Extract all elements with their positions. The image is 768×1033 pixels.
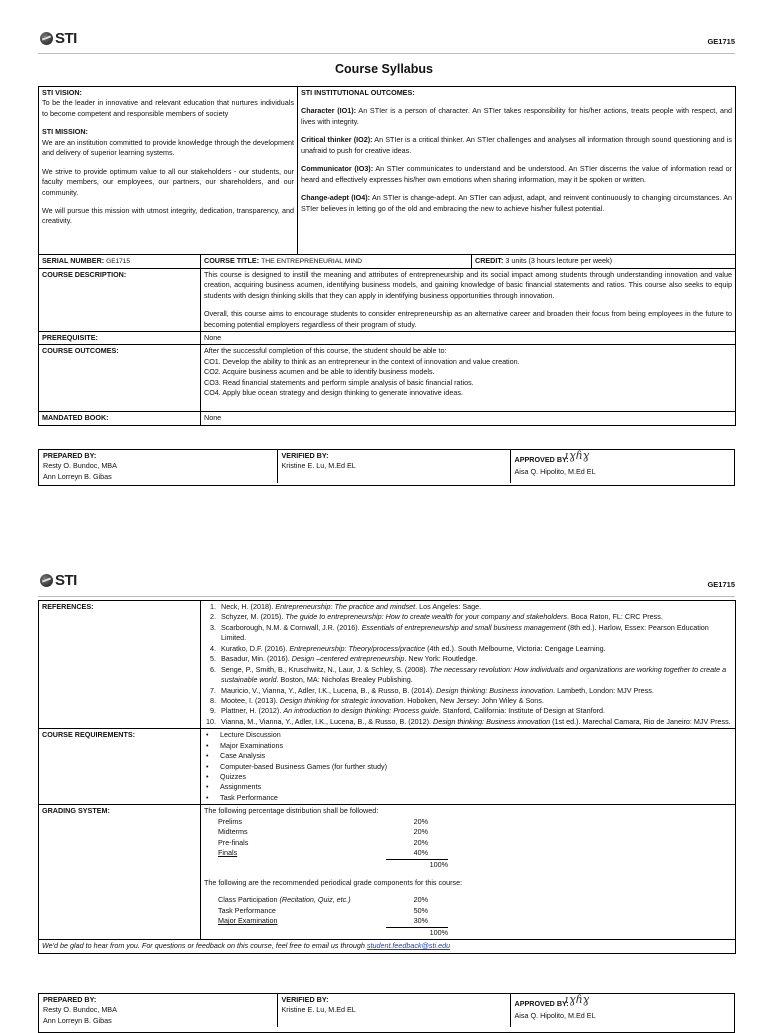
course-code: GE1715 xyxy=(707,37,735,46)
distribution-total: 100% xyxy=(386,859,448,870)
outcome-io1: Character (IO1): An STIer is a person of character. An STIer takes responsibility for his/her actions, treats people with respect, and lives with integrity. xyxy=(301,106,733,126)
syllabus-table xyxy=(38,86,736,426)
grading-label: GRADING SYSTEM: xyxy=(39,805,201,940)
outcome-io4: Change-adept (IO4): An STIer is change-adept. An STIer can adjust, adapt, and reinvent continuously to changing circumstances. An STIer believes in letting go of the old and embracing the new to achieve his/her fullest potential. xyxy=(301,193,733,213)
requirements-list xyxy=(204,730,732,803)
prerequisite-value: None xyxy=(201,332,736,345)
reference-item: 5. Basadur, Min. (2016). Design –centered entrepreneurship. New York: Routledge. xyxy=(218,654,732,664)
course-outcome-item: CO2. Acquire business acumen and be able to identify business models. xyxy=(204,367,435,377)
header-divider xyxy=(38,53,735,54)
course-outcome-item: CO3. Read financial statements and perform simple analysis of basic financial ratios. xyxy=(204,377,474,387)
components-total: 100% xyxy=(386,927,448,938)
syllabus-table-continued xyxy=(38,600,736,954)
reference-item: 7. Mauricio, V., Vianna, Y., Adler, I.K., Lucena, B., & Russo, B. (2014). Design thinking: Business innovation. Lambeth, London: MJV Press. xyxy=(218,686,732,696)
mandated-book-label: MANDATED BOOK: xyxy=(39,412,201,425)
requirement-item: • Major Examinations xyxy=(204,741,732,751)
course-code: GE1715 xyxy=(707,580,735,589)
reference-item: 9. Plattner, H. (2012). An introduction to design thinking: Process guide. Stanford, California: Institute of Design at Stanford. xyxy=(218,706,732,716)
syllabus-page-2 xyxy=(0,556,768,1024)
sti-logo: STI xyxy=(40,28,77,50)
grade-component-row: Task Performance 50% xyxy=(218,905,428,915)
course-outcomes-cell: After the successful completion of this course, the student should be able to: CO1. Develop the ability to think as an entrepreneur in the context of innovation and value creation. CO2. Acquire business acumen and be able to identify business models. CO3. Read financial statements and perform simple analysis of basic financial ratios. CO4. Apply blue ocean strategy and design thinking to generate innovative ideas. xyxy=(201,345,736,412)
handwritten-signature: ɩɣɦɣ xyxy=(564,449,590,462)
references-cell xyxy=(201,601,736,729)
handwritten-signature: ɩɣɦɣ xyxy=(564,993,590,1006)
course-title-cell: COURSE TITLE: THE ENTREPRENEURIAL MIND xyxy=(201,255,472,269)
feedback-note: We'd be glad to hear from you. For questions or feedback on this course, feel free to email us through student.feedback@sti.edu xyxy=(39,940,736,953)
vision-mission-cell xyxy=(39,87,298,255)
signature-block xyxy=(38,993,735,1033)
course-description-label: COURSE DESCRIPTION: xyxy=(39,268,201,331)
grade-component-row: Class Participation (Recitation, Quiz, etc.) 20% xyxy=(218,895,428,905)
feedback-email-link[interactable]: student.feedback@sti.edu xyxy=(366,941,451,951)
course-outcome-item: CO4. Apply blue ocean strategy and design thinking to generate innovative ideas. xyxy=(204,388,463,398)
mission-paragraph: We strive to provide optimum value to all our stakeholders - our students, our faculty members, our employees, our partners, our shareholders, and our community. xyxy=(42,166,294,197)
vision-text: To be the leader in innovative and relevant education that nurtures individuals to become competent and responsible members of society xyxy=(42,98,294,118)
verified-by-cell: VERIFIED BY: Kristine E. Lu, M.Ed EL xyxy=(277,994,510,1027)
grade-distribution-row: Midterms 20% xyxy=(218,827,428,837)
course-outcomes-label: COURSE OUTCOMES: xyxy=(39,345,201,412)
reference-item: 2. Schyzer, M. (2015). The guide to entrepreneurship: How to create wealth for your company and stakeholders. Boca Raton, FL: CRC Press. xyxy=(218,612,732,622)
verified-by-cell: VERIFIED BY: Kristine E. Lu, M.Ed EL xyxy=(277,450,510,483)
outcome-io3: Communicator (IO3): An STIer communicates to understand and be understood. An STIer discerns the value of information read or heard and effectively expresses his/her own emotions when sharing information, may it be spoken or written. xyxy=(301,164,733,184)
requirement-item: • Computer-based Business Games (for further study) xyxy=(204,762,732,772)
serial-number-cell: SERIAL NUMBER: GE1715 xyxy=(39,255,201,269)
reference-item: 3. Scarborough, N.M. & Cornwall, J.R. (2016). Essentials of entrepreneurship and small business management (8th ed.). Harlow, Essex: Pearson Education Limited. xyxy=(218,623,732,644)
references-list xyxy=(204,602,732,727)
requirement-item: • Task Performance xyxy=(204,793,732,803)
reference-item: 1. Neck, H. (2018). Entrepreneurship: The practice and mindset. Los Angeles: Sage. xyxy=(218,602,732,612)
prerequisite-label: PREREQUISITE: xyxy=(39,332,201,345)
sti-logo: STI xyxy=(40,570,77,592)
grade-component-row: Major Examination 30% xyxy=(218,916,428,926)
prepared-by-cell: PREPARED BY: Resty O. Bundoc, MBA Ann Lorreyn B. Gibas xyxy=(43,995,117,1025)
grade-distribution-row: Pre-finals 20% xyxy=(218,837,428,847)
prepared-by-cell: PREPARED BY: Resty O. Bundoc, MBA Ann Lorreyn B. Gibas xyxy=(43,451,117,481)
references-label: REFERENCES: xyxy=(39,601,201,729)
approved-by-cell: APPROVED BY:ɩɣɦɣ Aisa Q. Hipolito, M.Ed EL xyxy=(510,994,736,1027)
requirement-item: • Assignments xyxy=(204,782,732,792)
grading-cell: The following percentage distribution shall be followed: Prelims 20% Midterms 20% Pre-finals 20% Finals 40% 100% The following are the recommended periodical grade components for this course: Class Participation (Recitation, Quiz, etc.) 20% Task Performance 50% Major Examination 30% 100% xyxy=(201,805,736,940)
vision-label: STI VISION: xyxy=(42,88,82,97)
grade-distribution-row: Finals 40% xyxy=(218,848,428,858)
globe-icon xyxy=(40,32,53,45)
approved-by-cell: APPROVED BY:ɩɣɦɣ Aisa Q. Hipolito, M.Ed EL xyxy=(510,450,736,483)
outcome-io2: Critical thinker (IO2): An STIer is a critical thinker. An STIer challenges and analyses all information through sound questioning and is unafraid to push for creative ideas. xyxy=(301,135,733,155)
page-gap xyxy=(0,520,768,556)
grade-distribution xyxy=(218,817,732,859)
signature-block xyxy=(38,449,735,486)
mandated-book-value: None xyxy=(201,412,736,425)
requirement-item: • Case Analysis xyxy=(204,751,732,761)
requirement-item: • Quizzes xyxy=(204,772,732,782)
grade-distribution-row: Prelims 20% xyxy=(218,816,428,826)
mission-label: STI MISSION: xyxy=(42,127,88,137)
page-title: Course Syllabus xyxy=(335,62,433,76)
course-description-cell: This course is designed to instill the meaning and attributes of entrepreneurship and its social impact among students through understanding innovation and value creation, acquiring business acumen, identifying business models, and gaining knowledge of basic financial statements and ratios. This course also seeks to equip students with design thinking skills that they can apply in identifying business opportunities through innovation. Overall, this course aims to encourage students to consider entrepreneurship as an alternative career and broaden their focus from being employees in the future to becoming potential employers regardless of their program of study. xyxy=(201,268,736,331)
reference-item: 4. Kuratko, D.F. (2016). Entrepreneurship: Theory/process/practice (4th ed.). South Melbourne, Victoria: Cengage Learning. xyxy=(218,644,732,654)
requirement-item: • Lecture Discussion xyxy=(204,730,732,740)
header-divider xyxy=(38,596,735,597)
credit-cell: CREDIT: 3 units (3 hours lecture per week) xyxy=(472,255,736,269)
requirements-label: COURSE REQUIREMENTS: xyxy=(39,729,201,805)
grade-components xyxy=(218,895,732,926)
globe-icon xyxy=(40,574,53,587)
reference-item: 8. Mootee, I. (2013). Design thinking for strategic innovation. Hoboken, New Jersey: John Wiley & Sons. xyxy=(218,696,732,706)
reference-item: 6. Senge, P., Smith, B., Kruschwitz, N., Laur, J. & Schley, S. (2008). The necessary revolution: How individuals and organizations are working together to create a sustainable world. Boston, MA: Nicholas Brealey Publishing. xyxy=(218,665,732,686)
course-outcome-item: CO1. Develop the ability to think as an entrepreneur in the context of innovation and value creation. xyxy=(204,356,520,366)
mission-paragraph: We will pursue this mission with utmost integrity, dedication, transparency, and creativity. xyxy=(42,205,294,226)
institutional-outcomes-label: STI INSTITUTIONAL OUTCOMES: xyxy=(301,88,415,97)
institutional-outcomes-cell xyxy=(298,87,736,255)
requirements-cell xyxy=(201,729,736,805)
mission-paragraph: We are an institution committed to provide knowledge through the development and delivery of superior learning systems. xyxy=(42,137,294,158)
reference-item: 10. Vianna, M., Vianna, Y., Adler, I.K., Lucena, B., & Russo, B. (2012). Design thinking: Business innovation (1st ed.). Marechal Camara, Rio de Janeiro: MJV Press. xyxy=(218,717,732,727)
